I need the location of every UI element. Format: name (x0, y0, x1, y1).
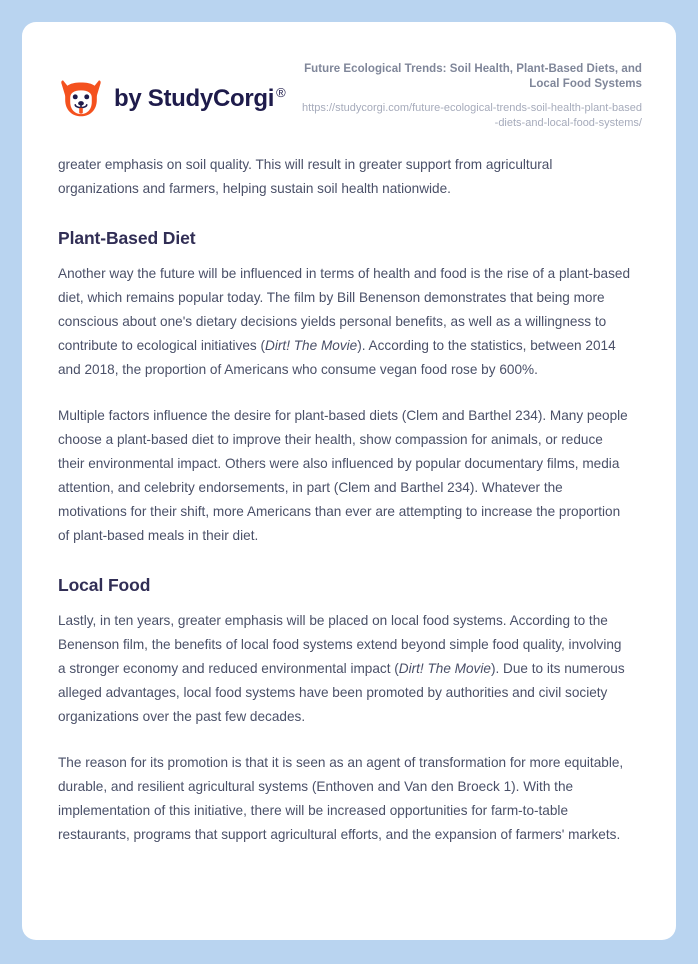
corgi-head-icon (58, 76, 104, 122)
brand-name (114, 85, 285, 113)
italic-title: Dirt! The Movie (398, 661, 491, 676)
text-run: ). Due to its numerous alleged advantages, local food systems have been promoted by authorities and civil society organizations over the past few decades. (58, 661, 625, 724)
section-heading: Plant-Based Diet (58, 228, 196, 248)
section-heading: Local Food (58, 575, 151, 595)
brand-name-text: by StudyCorgi (114, 85, 275, 112)
brand-logo[interactable] (58, 62, 285, 122)
sections-container (58, 228, 632, 847)
document-body (22, 131, 676, 847)
intro-paragraph: greater emphasis on soil quality. This will result in greater support from agricultural organizations and farmers, helping sustain soil health nationwide. (58, 157, 553, 196)
document-page (22, 22, 676, 940)
text-run: Another way the future will be influenced in terms of health and food is the rise of a plant-based diet, which remains popular today. The film by Bill Benenson demonstrates that being more conscious about one's dietary decisions yields personal benefits, as well as a willingness to contribute to ecological initiatives ( (58, 266, 631, 353)
text-run: ). According to the statistics, between 2014 and 2018, the proportion of Americans who consume vegan food rose by 600%. (58, 338, 616, 377)
header-meta (285, 62, 642, 131)
body-paragraph (58, 609, 632, 729)
body-paragraph (58, 262, 632, 382)
registered-trademark-icon: ® (276, 85, 286, 100)
text-run: Lastly, in ten years, greater emphasis will be placed on local food systems. According to the Benenson film, the benefits of local food systems extend beyond simple food quality, involving a stronger economy and reduced environmental impact ( (58, 613, 622, 676)
document-title: Future Ecological Trends: Soil Health, Plant-Based Diets, and Local Food Systems (304, 63, 642, 90)
italic-title: Dirt! The Movie (265, 338, 358, 353)
document-header (22, 22, 676, 131)
text-run: Multiple factors influence the desire for plant-based diets (Clem and Barthel 234). Many people choose a plant-based diet to improve their health, show compassion for animals, or reduce their environmental impact. Others were also influenced by popular documentary films, media attention, and celebrity endorsements, in part (Clem and Barthel 234). Whatever the motivations for their shift, more Americans than ever are attempting to increase the proportion of plant-based meals in their diet. (58, 408, 628, 543)
document-url[interactable]: https://studycorgi.com/future-ecological-trends-soil-health-plant-based-diets-and-local-food-systems/ (302, 102, 642, 129)
body-paragraph (58, 751, 632, 847)
text-run: The reason for its promotion is that it is seen as an agent of transformation for more equitable, durable, and resilient agricultural systems (Enthoven and Van den Broeck 1). With the implementation of this initiative, there will be increased opportunities for farm-to-table restaurants, programs that support agricultural efforts, and the expansion of farmers' markets. (58, 755, 624, 842)
body-paragraph (58, 404, 632, 548)
